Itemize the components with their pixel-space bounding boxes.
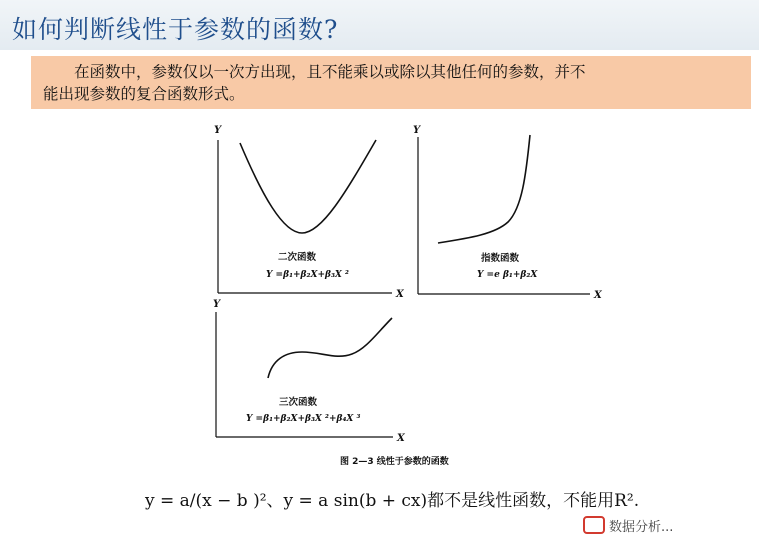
- panel-formula: Y =β₁+β₂X+β₃X ²+β₄X ³: [246, 414, 361, 424]
- page-title: 如何判断线性于参数的函数?: [12, 15, 339, 44]
- x-axis-label: X: [396, 289, 404, 300]
- panel-title: 指数函数: [481, 253, 520, 264]
- x-axis-label: X: [397, 433, 405, 444]
- panel-cubic: [213, 299, 406, 444]
- bottom-note: y = a/(x − b )²、y = a sin(b + cx)都不是线性函数，不能用R².: [145, 491, 640, 511]
- y-axis-label: Y: [213, 299, 221, 310]
- y-axis-label: Y: [413, 125, 421, 136]
- panel-formula: Y =e β₁+β₂X: [477, 270, 538, 280]
- panel-quadratic: [214, 125, 405, 300]
- quadratic-curve: [240, 140, 376, 233]
- logo-text: 数据分析...: [609, 520, 674, 535]
- note-line-1: 在函数中，参数仅以一次方出现，且不能乘以或除以其他任何的参数，并不: [74, 63, 586, 81]
- y-axis-label: Y: [214, 125, 222, 136]
- logo-icon: [583, 516, 605, 534]
- panel-formula: Y =β₁+β₂X+β₃X ²: [266, 270, 349, 280]
- x-axis-label: X: [594, 290, 602, 301]
- panel-exponential: [413, 125, 603, 301]
- exponential-curve: [438, 135, 530, 243]
- panel-title: 二次函数: [278, 252, 317, 263]
- panel-title: 三次函数: [279, 397, 318, 408]
- cubic-curve: [268, 318, 392, 378]
- watermark-logo: [583, 516, 759, 536]
- note-line-2: 能出现参数的复合函数形式。: [43, 85, 245, 103]
- figure-caption: 图 2—3 线性于参数的函数: [340, 457, 449, 467]
